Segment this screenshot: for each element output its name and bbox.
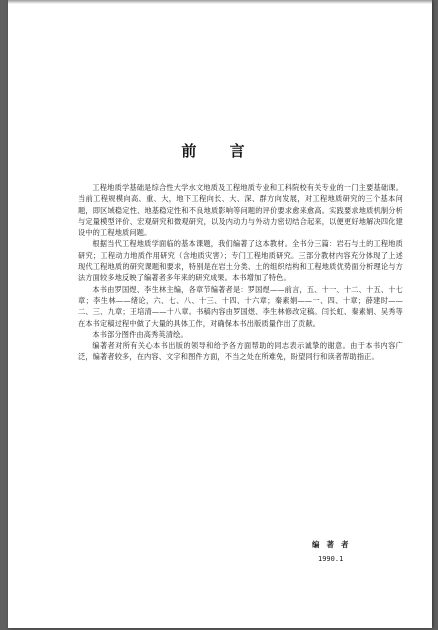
paragraph-4: 本书部分图件由高秀英清绘。 [92, 329, 188, 339]
scan-edge-shadow [8, 0, 432, 4]
preface-body [78, 182, 403, 363]
date-label: 1990.1 [318, 555, 344, 563]
paragraph-1: 工程地质学基础是综合性大学水文地质及工程地质专业和工科院校有关专业的一门主要基础课。当前工程规模向高、重、大，地下工程向长、大、深、群方向发展，对工程地质研究的三个基本问题，即区域稳定性、地基稳定性和不良地质影响等问题的评价要求愈来愈高。实践要求地质机制分析与定量模型评价、宏观研究和微观研究，以及内动力与外动力密切结合起来，以便更好地解决四化建设中的工程地质问题。 [78, 183, 403, 238]
page-title: 前 言 [181, 142, 259, 160]
paragraph-2: 根据当代工程地质学面临的基本课题，我们编著了这本教材。全书分三篇：岩石与土的工程地质研究；工程动力地质作用研究（含地质灾害）；专门工程地质研究。三部分教材内容充分体现了上述现代工程地质的研究课题和要求，特别是在岩土分类、土的组织结构和工程地质优势面分析理论与方法方面较多地反映了编著者多年来的研究成果。本书增加了特色。 [78, 239, 403, 283]
book-page [8, 0, 432, 628]
paragraph-3: 本书由罗国煜、李生林主编，各章节编著者是：罗国煜——前言，五、十一、十二、十五、十七章；李生林——绪论，六、七、八、十三、十四、十六章；秦素娟——一、四、十章；薛建时——二、三、九章；王培清——十八章。书稿内容由罗国煜、李生林修改定稿。闫长虹、秦素娟、吴秀等在本书定稿过程中做了大量的具体工作，对确保本书出版质量作出了贡献。 [78, 284, 403, 328]
signature-block [308, 538, 378, 566]
author-label: 编著者 [312, 540, 356, 549]
paragraph-5: 编著者对所有关心本书出版的领导和给予各方面帮助的同志表示诚挚的谢意。由于本书内容广泛，编著者较多，在内容、文字和图件方面，不当之处在所难免，盼望同行和读者帮助指正。 [78, 341, 403, 362]
